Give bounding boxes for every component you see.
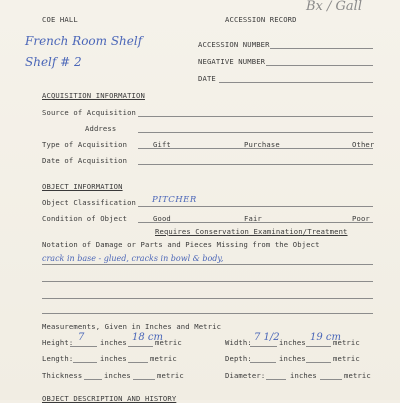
acq-date-line[interactable] bbox=[138, 164, 373, 165]
height-inches-unit: inches bbox=[100, 338, 127, 347]
depth-metric-unit: metric bbox=[333, 354, 360, 363]
height-metric-value: 18 cm bbox=[132, 332, 163, 343]
thickness-metric-unit: metric bbox=[157, 371, 184, 380]
description-history-heading: OBJECT DESCRIPTION AND HISTORY bbox=[42, 394, 177, 403]
depth-metric-line[interactable] bbox=[306, 362, 331, 363]
condition-option-fair[interactable]: Fair bbox=[244, 214, 262, 223]
type-option-purchase[interactable]: Purchase bbox=[244, 140, 280, 149]
type-option-other[interactable]: Other bbox=[352, 140, 375, 149]
measurements-heading: Measurements, Given in Inches and Metric bbox=[42, 322, 222, 331]
condition-line bbox=[138, 222, 373, 223]
length-inches-unit: inches bbox=[100, 354, 127, 363]
height-inches-value: 7 bbox=[78, 332, 85, 343]
condition-label: Condition of Object bbox=[42, 214, 128, 223]
corner-pencil-note: Bx / Gall bbox=[306, 0, 362, 14]
width-label: Width: bbox=[225, 338, 252, 347]
height-metric-unit: metric bbox=[155, 338, 182, 347]
damage-line-2[interactable] bbox=[42, 281, 373, 282]
negative-number-line[interactable] bbox=[266, 65, 373, 66]
height-label: Height: bbox=[42, 338, 74, 347]
depth-inches-unit: inches bbox=[279, 354, 306, 363]
org-name: COE HALL bbox=[42, 15, 78, 24]
acquisition-heading: ACQUISITION INFORMATION bbox=[42, 91, 145, 100]
location-note-line1: French Room Shelf bbox=[25, 34, 143, 48]
height-metric-line[interactable] bbox=[128, 346, 153, 347]
thickness-metric-line[interactable] bbox=[133, 379, 155, 380]
width-metric-unit: metric bbox=[333, 338, 360, 347]
width-inches-line[interactable] bbox=[250, 346, 277, 347]
classification-label: Object Classification bbox=[42, 198, 137, 207]
damage-value: crack in base - glued, cracks in bowl & body, bbox=[42, 254, 224, 263]
damage-line-3[interactable] bbox=[42, 298, 373, 299]
type-line bbox=[138, 148, 373, 149]
length-label: Length: bbox=[42, 354, 74, 363]
length-inches-line[interactable] bbox=[73, 362, 97, 363]
accession-number-label: ACCESSION NUMBER bbox=[198, 40, 270, 49]
thickness-label: Thickness bbox=[42, 371, 83, 380]
width-inches-value: 7 1/2 bbox=[254, 332, 280, 343]
type-option-gift[interactable]: Gift bbox=[153, 140, 171, 149]
damage-line-1[interactable] bbox=[42, 264, 373, 265]
damage-line-4[interactable] bbox=[42, 313, 373, 314]
type-label: Type of Acquisition bbox=[42, 140, 128, 149]
classification-value: PITCHER bbox=[152, 195, 197, 205]
accession-number-line[interactable] bbox=[270, 48, 373, 49]
diameter-metric-unit: metric bbox=[344, 371, 371, 380]
object-info-heading: OBJECT INFORMATION bbox=[42, 182, 123, 191]
address-line[interactable] bbox=[138, 132, 373, 133]
source-label: Source of Acquisition bbox=[42, 108, 137, 117]
depth-label: Depth: bbox=[225, 354, 252, 363]
diameter-inches-line[interactable] bbox=[266, 379, 286, 380]
diameter-metric-line[interactable] bbox=[320, 379, 342, 380]
length-metric-unit: metric bbox=[150, 354, 177, 363]
classification-line[interactable] bbox=[138, 206, 373, 207]
record-title: ACCESSION RECORD bbox=[225, 15, 297, 24]
location-note-line2: Shelf # 2 bbox=[25, 55, 82, 69]
date-line[interactable] bbox=[219, 82, 373, 83]
thickness-inches-unit: inches bbox=[104, 371, 131, 380]
conservation-note[interactable]: Requires Conservation Examination/Treatment bbox=[155, 227, 348, 236]
length-metric-line[interactable] bbox=[128, 362, 148, 363]
source-line[interactable] bbox=[138, 116, 373, 117]
diameter-inches-unit: inches bbox=[290, 371, 317, 380]
date-label: DATE bbox=[198, 74, 216, 83]
acq-date-label: Date of Acquisition bbox=[42, 156, 128, 165]
negative-number-label: NEGATIVE NUMBER bbox=[198, 57, 266, 66]
thickness-inches-line[interactable] bbox=[84, 379, 102, 380]
address-label: Address bbox=[85, 124, 117, 133]
height-inches-line[interactable] bbox=[70, 346, 97, 347]
width-metric-value: 19 cm bbox=[310, 332, 341, 343]
width-metric-line[interactable] bbox=[306, 346, 331, 347]
condition-option-good[interactable]: Good bbox=[153, 214, 171, 223]
depth-inches-line[interactable] bbox=[250, 362, 276, 363]
damage-label: Notation of Damage or Parts and Pieces Missing from the Object bbox=[42, 240, 320, 249]
diameter-label: Diameter: bbox=[225, 371, 266, 380]
width-inches-unit: inches bbox=[279, 338, 306, 347]
condition-option-poor[interactable]: Poor bbox=[352, 214, 370, 223]
